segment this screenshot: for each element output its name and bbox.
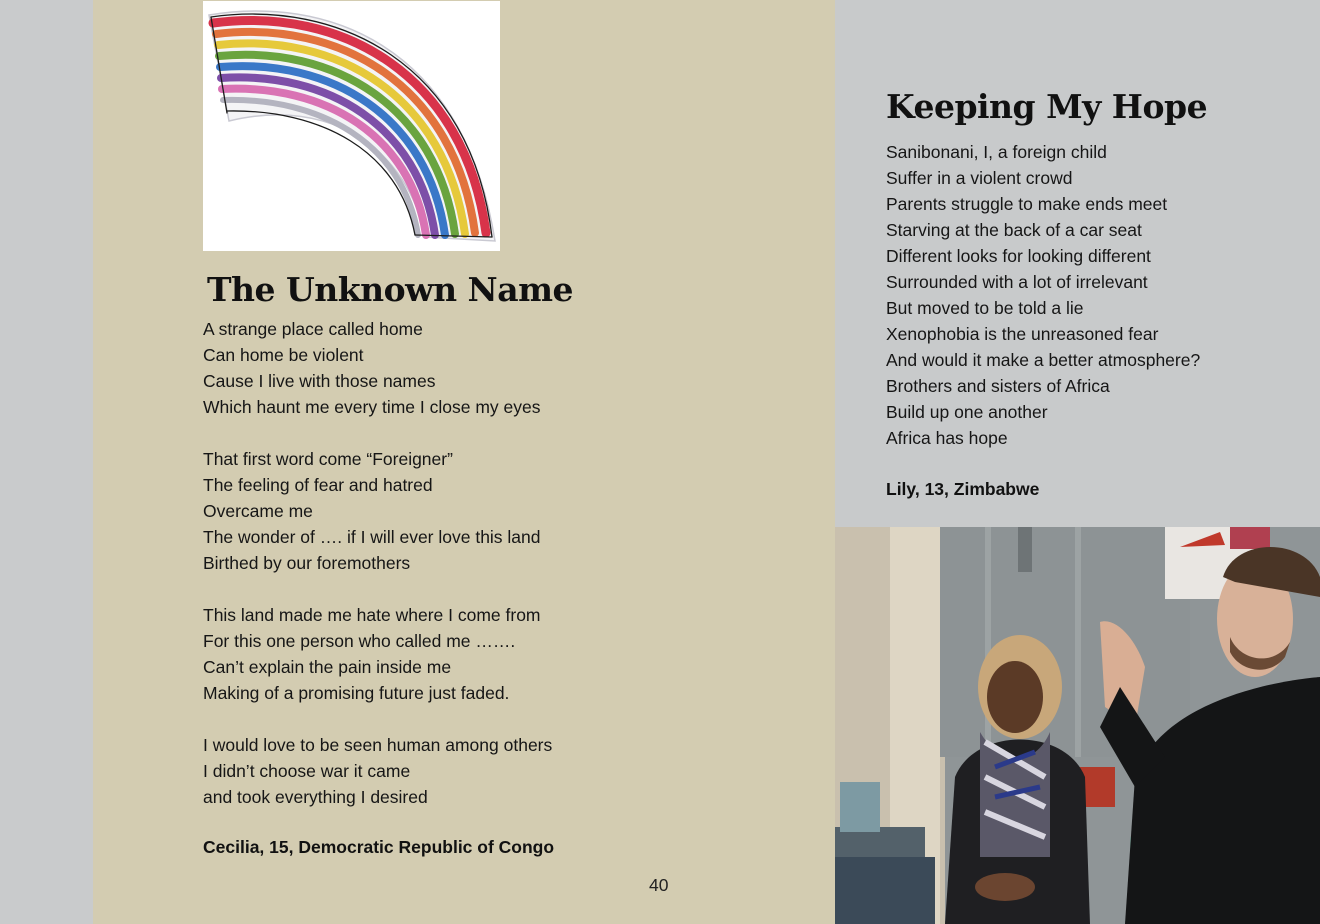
poem-line: The feeling of fear and hatred	[203, 475, 433, 495]
poem-line: Starving at the back of a car seat	[886, 220, 1142, 240]
poem-line: Making of a promising future just faded.	[203, 683, 510, 703]
poem-line: Brothers and sisters of Africa	[886, 376, 1110, 396]
audience-photo-icon	[835, 527, 1320, 924]
poem-body	[203, 316, 552, 810]
rainbow-drawing	[203, 1, 500, 251]
poem-author: Cecilia, 15, Democratic Republic of Congo	[203, 837, 555, 857]
poem-line: Different looks for looking different	[886, 246, 1151, 266]
poem-line: and took everything I desired	[203, 787, 428, 807]
poem-line: I didn’t choose war it came	[203, 761, 411, 781]
poem-line: Can home be violent	[203, 345, 364, 365]
stanza-gap	[203, 576, 552, 602]
poem-line: Surrounded with a lot of irrelevant	[886, 272, 1148, 292]
audience-photo	[835, 527, 1320, 924]
poem-line: Birthed by our foremothers	[203, 553, 411, 573]
poem-line: Xenophobia is the unreasoned fear	[886, 324, 1159, 344]
page-number: 40	[649, 875, 669, 895]
poem-line: For this one person who called me …….	[203, 631, 516, 651]
poem-line: Build up one another	[886, 402, 1048, 422]
poem-line: Parents struggle to make ends meet	[886, 194, 1168, 214]
poem-line: Suffer in a violent crowd	[886, 168, 1073, 188]
stanza	[203, 732, 552, 810]
stanza-gap	[203, 420, 552, 446]
poem-title: The Unknown Name	[207, 270, 574, 309]
stanza	[203, 316, 552, 420]
stanza-gap	[203, 706, 552, 732]
poem-line: That first word come “Foreigner”	[203, 449, 453, 469]
poem-line: Sanibonani, I, a foreign child	[886, 142, 1107, 162]
poem-author: Lily, 13, Zimbabwe	[886, 479, 1040, 499]
poem-line: Africa has hope	[886, 428, 1008, 448]
poem-line: A strange place called home	[203, 319, 423, 339]
poem-line: Cause I live with those names	[203, 371, 436, 391]
poem-title: Keeping My Hope	[886, 87, 1208, 126]
poem-line: This land made me hate where I come from	[203, 605, 541, 625]
poem-body	[886, 139, 1200, 451]
poem-line: Overcame me	[203, 501, 313, 521]
stanza	[203, 602, 552, 706]
poem-line: The wonder of …. if I will ever love this land	[203, 527, 541, 547]
stanza	[203, 446, 552, 576]
poem-line: But moved to be told a lie	[886, 298, 1084, 318]
poem-line: And would it make a better atmosphere?	[886, 350, 1201, 370]
poem-line: Which haunt me every time I close my eyes	[203, 397, 541, 417]
rainbow-icon	[203, 1, 500, 251]
poem-line: Can’t explain the pain inside me	[203, 657, 452, 677]
poem-line: I would love to be seen human among others	[203, 735, 553, 755]
